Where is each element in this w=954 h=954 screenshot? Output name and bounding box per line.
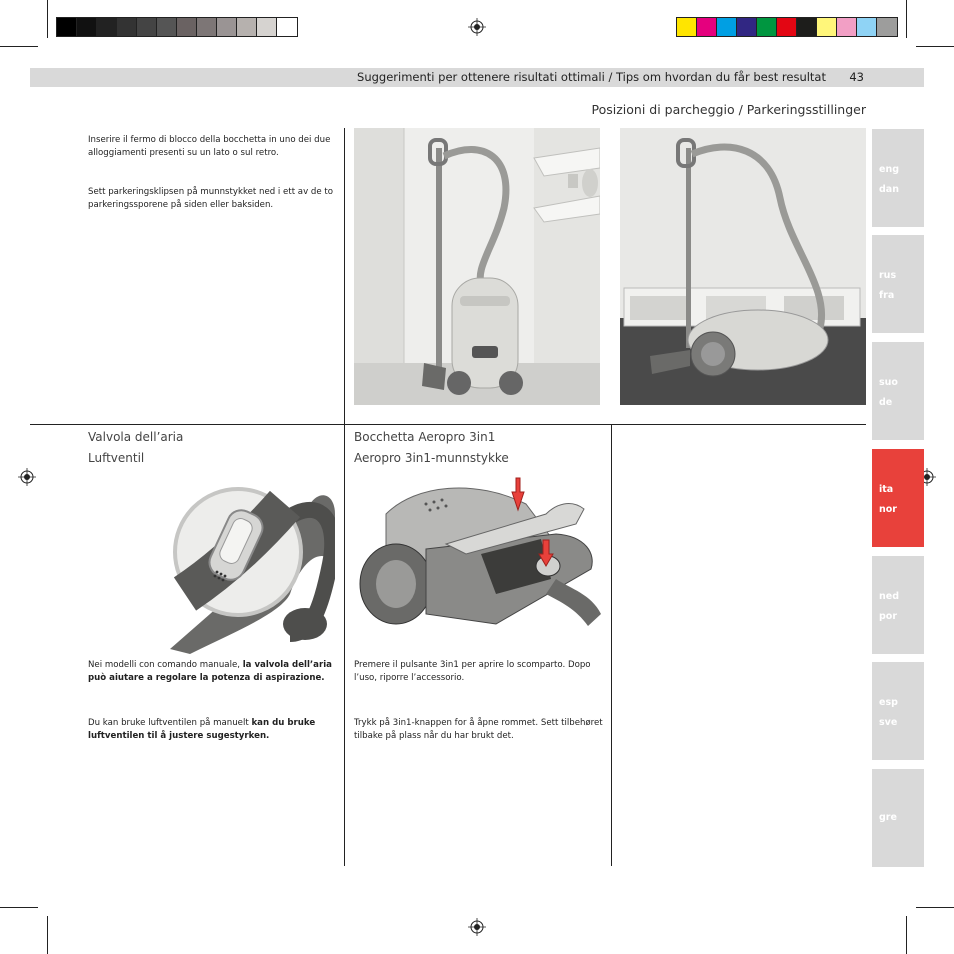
air-valve-illustration <box>170 484 335 654</box>
language-tab-label: gre <box>879 812 897 823</box>
nozzle-heading-no: Aeropro 3in1-munnstykke <box>354 451 509 465</box>
language-tab-ned[interactable] <box>872 556 924 654</box>
page-header <box>30 68 924 87</box>
language-tab-gre[interactable] <box>872 769 924 867</box>
parking-text-it: Inserire il fermo di blocco della bocchetta in uno dei due alloggiamenti presenti su un lato o sul retro. <box>88 135 331 158</box>
language-tab-suo[interactable] <box>872 342 924 440</box>
grayscale-colorbar <box>56 17 298 37</box>
language-tab-eng[interactable] <box>872 129 924 227</box>
page-number: 43 <box>849 70 864 84</box>
section-title: Posizioni di parcheggio / Parkeringsstillinger <box>591 102 866 117</box>
language-tab-label: esp <box>879 697 898 708</box>
air-valve-heading-no: Luftventil <box>88 451 145 465</box>
nozzle-text-no: Trykk på 3in1-knappen for å åpne rommet. Sett tilbehøret tilbake på plass når du har brukt det. <box>354 718 603 741</box>
language-tab-ita[interactable] <box>872 449 924 547</box>
language-tab-rus[interactable] <box>872 235 924 333</box>
language-tab-esp[interactable] <box>872 662 924 760</box>
language-tab-label: nor <box>879 504 897 515</box>
language-tab-label: por <box>879 611 898 622</box>
registration-mark-icon <box>468 918 486 936</box>
air-valve-text-no: Du kan bruke luftventilen på manuelt kan du bruke luftventilen til å justere sugestyrken. <box>88 718 316 741</box>
language-tab-label: eng <box>879 164 900 175</box>
vacuum-parked-upright-photo <box>354 128 600 405</box>
column-divider <box>611 424 612 866</box>
language-tab-label: rus <box>879 270 897 281</box>
language-tab-label: suo <box>879 377 898 388</box>
air-valve-text-it: Nei modelli con comando manuale, la valvola dell’aria può aiutare a regolare la potenza di aspirazione. <box>88 660 332 683</box>
language-tab-label: ita <box>879 484 894 495</box>
row-divider <box>30 424 866 425</box>
column-divider <box>344 128 345 866</box>
language-tab-label: dan <box>879 184 899 195</box>
cmyk-colorbar <box>676 17 898 37</box>
language-tab-label: sve <box>879 717 898 728</box>
registration-mark-icon <box>468 18 486 36</box>
header-title: Suggerimenti per ottenere risultati ottimali / Tips om hvordan du får best resultat <box>357 70 826 84</box>
registration-mark-icon <box>18 468 36 486</box>
aeropro-nozzle-illustration <box>356 474 606 646</box>
nozzle-text-it: Premere il pulsante 3in1 per aprire lo scomparto. Dopo l’uso, riporre l’accessorio. <box>354 660 591 683</box>
language-tab-label: de <box>879 397 893 408</box>
parking-text-no: Sett parkeringsklipsen på munnstykket ned i ett av de to parkeringssporene på siden eller baksiden. <box>88 187 333 210</box>
nozzle-heading-it: Bocchetta Aeropro 3in1 <box>354 430 496 444</box>
language-tab-label: fra <box>879 290 895 301</box>
vacuum-parked-horizontal-photo <box>620 128 866 405</box>
air-valve-heading-it: Valvola dell’aria <box>88 430 184 444</box>
language-tab-label: ned <box>879 591 900 602</box>
